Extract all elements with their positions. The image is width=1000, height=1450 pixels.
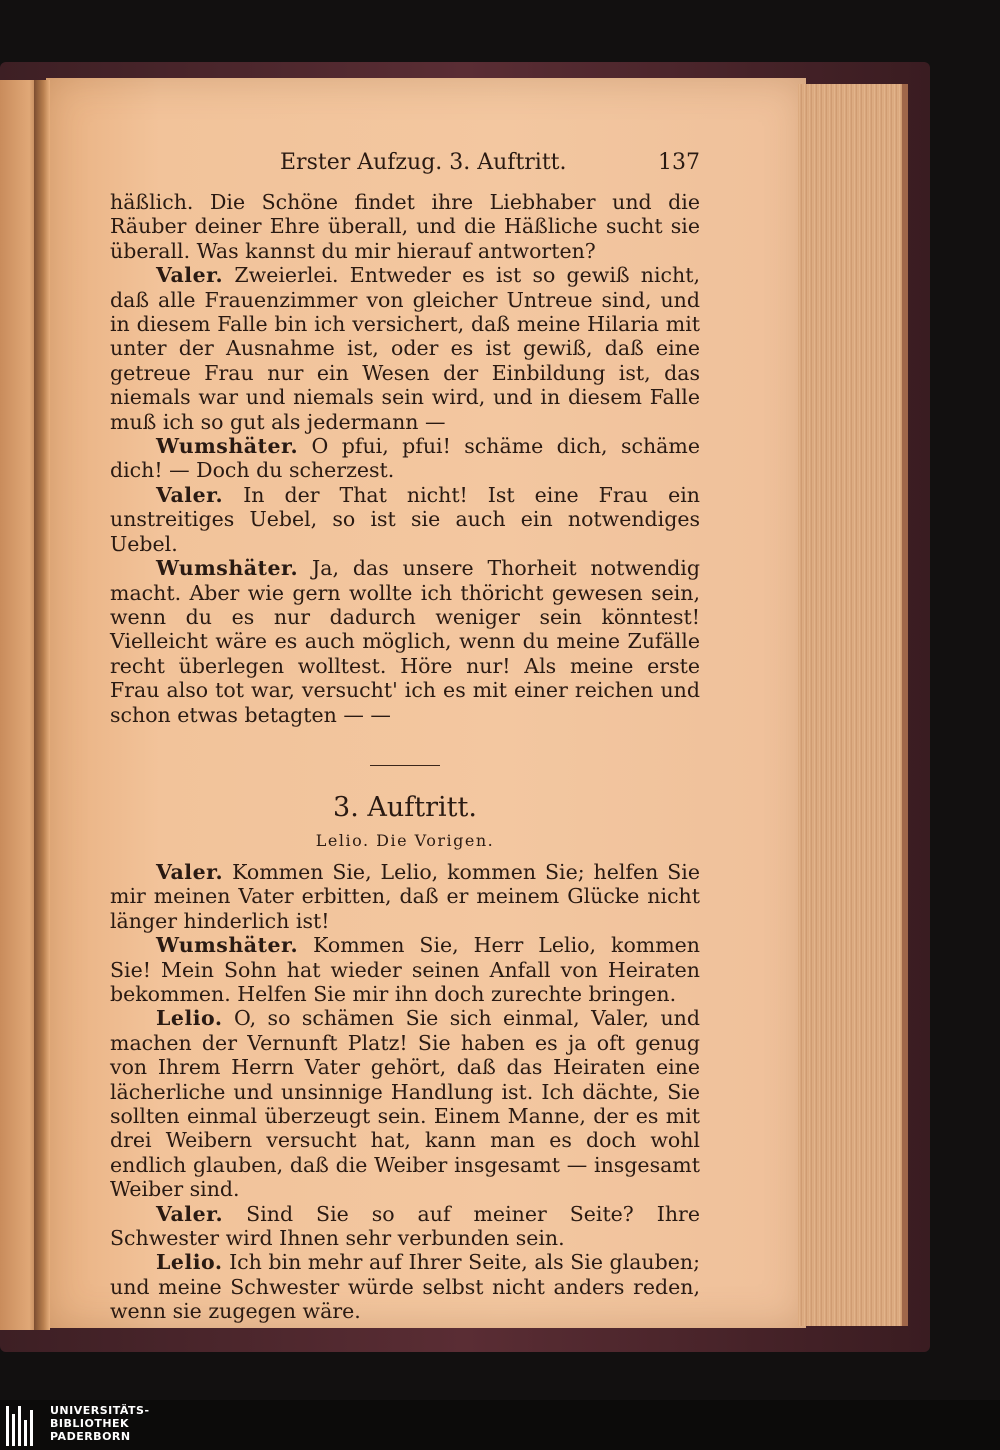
scene-title: 3. Auftritt. xyxy=(333,791,477,823)
page-edges xyxy=(798,84,908,1326)
paragraph xyxy=(110,483,700,556)
section-divider xyxy=(370,765,440,766)
paragraph xyxy=(110,190,700,263)
paragraph-text: Sind Sie so auf meiner Seite? Ihre Schwester wird Ihnen sehr verbunden sein. xyxy=(110,1201,700,1251)
paragraph xyxy=(110,1006,700,1201)
paragraph-text: häßlich. Die Schöne findet ihre Liebhaber und die Räuber deiner Ehre überall, und die Häßliche sucht sie überall. Was kannst du mir hierauf antworten? xyxy=(110,190,700,263)
speaker-name: Wumshäter. xyxy=(156,434,299,459)
book-gutter xyxy=(34,80,50,1330)
scene-persons: Lelio. Die Vorigen. xyxy=(315,830,495,850)
speaker-name: Valer. xyxy=(156,859,224,884)
paragraph xyxy=(110,263,700,434)
paragraph-text: Kommen Sie, Herr Lelio, kommen Sie! Mein Sohn hat wieder seinen Anfall von Heiraten bekommen. Helfen Sie mir ihn doch zurechte bringen. xyxy=(110,933,700,1006)
speaker-name: Lelio. xyxy=(156,1006,223,1031)
paragraph-text: Ich bin mehr auf Ihrer Seite, als Sie glauben; und meine Schwester würde selbst nicht anders reden, wenn sie zugegen wäre. xyxy=(110,1250,700,1324)
library-name-line: UNIVERSITÄTS- xyxy=(50,1404,150,1417)
speaker-name: Wumshäter. xyxy=(156,933,299,958)
running-head-title: Erster Aufzug. 3. Auftritt. xyxy=(280,150,567,175)
page-number: 137 xyxy=(658,150,700,175)
page-text xyxy=(110,150,700,1324)
paragraph xyxy=(110,556,700,727)
paragraph xyxy=(110,860,700,933)
speaker-name: Wumshäter. xyxy=(156,556,299,581)
paragraph-text: Kommen Sie, Lelio, kommen Sie; helfen Sie mir meinen Vater erbitten, daß er meinem Glücke nicht länger hinderlich ist! xyxy=(110,859,700,933)
paragraph xyxy=(110,1202,700,1251)
paragraph xyxy=(110,933,700,1006)
speaker-name: Valer. xyxy=(156,263,224,288)
paragraph-text: Ja, das unsere Thorheit notwendig macht. Aber wie gern wollte ich thöricht gewesen sein, wenn du es nur dadurch weniger sein könntest! Vielleicht wäre es auch möglich, wenn du meine Zufälle recht überlegen wolltest. Höre nur! Als meine erste Frau also tot war, versucht' ich es mit einer reichen und schon etwas betagten — — xyxy=(110,556,700,727)
speaker-name: Lelio. xyxy=(156,1250,223,1275)
library-name xyxy=(50,1404,150,1443)
paragraph-text: O pfui, pfui! schäme dich, schäme dich! — Doch du scherzest. xyxy=(110,434,700,483)
paragraph xyxy=(110,434,700,483)
paragraph-text: Zweierlei. Entweder es ist so gewiß nicht, daß alle Frauenzimmer von gleicher Untreue sind, und in diesem Falle bin ich versichert, daß meine Hilaria mit unter der Ausnahme ist, oder es ist gewiß, daß eine getreue Frau nur ein Wesen der Einbildung ist, das niemals war und niemals sein wird, und in diesem Falle muß ich so gut als jedermann — xyxy=(110,263,700,434)
paragraph xyxy=(110,1250,700,1323)
paragraph-text: O, so schämen Sie sich einmal, Valer, und machen der Vernunft Platz! Sie haben es ja oft genug von Ihrem Herrn Vater gehört, daß das Heiraten eine lächerliche und unsinnige Handlung ist. Ich dächte, Sie sollten einmal überzeugt sein. Einem Manne, der es mit drei Weibern versucht hat, kann man es doch wohl endlich glauben, daß die Weiber insgesamt — insgesamt Weiber sind. xyxy=(110,1006,700,1202)
library-name-line: PADERBORN xyxy=(50,1430,131,1443)
library-logo-icon xyxy=(6,1406,40,1446)
paragraph-text: In der That nicht! Ist eine Frau ein unstreitiges Uebel, so ist sie auch ein notwendiges Uebel. xyxy=(110,482,700,556)
library-footer xyxy=(0,1400,1000,1450)
speaker-name: Valer. xyxy=(156,482,224,507)
speaker-name: Valer. xyxy=(156,1201,224,1226)
library-name-line: BIBLIOTHEK xyxy=(50,1417,130,1430)
running-head xyxy=(110,150,700,190)
